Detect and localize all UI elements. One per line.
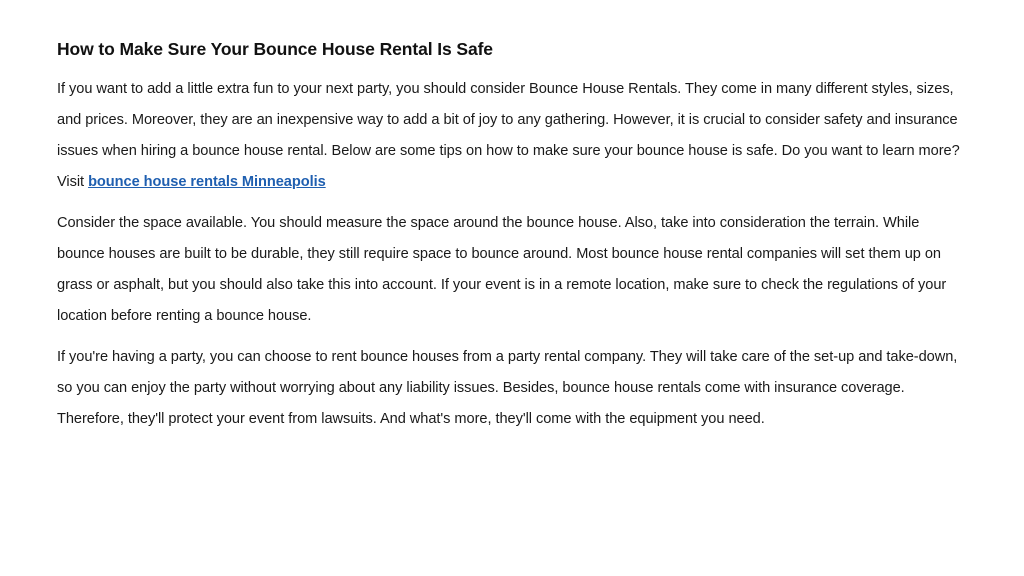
bounce-house-rentals-link[interactable]: bounce house rentals Minneapolis	[88, 174, 326, 190]
paragraph-intro-text: If you want to add a little extra fun to your next party, you should consider Bounce House Rentals. They come in many different styles, sizes, and prices. Moreover, they are an inexpensive way to add a bit of joy to any gathering. However, it is crucial to consider safety and insurance issues when hiring a bounce house rental. Below are some tips on how to make sure your bounce house is safe. Do you want to learn more? Visit	[57, 81, 960, 190]
paragraph-space: Consider the space available. You should measure the space around the bounce house. Also, take into consideration the terrain. While bounce houses are built to be durable, they still require space to bounce around. Most bounce house rental companies will set them up on grass or asphalt, but you should also take this into account. If your event is in a remote location, make sure to check the regulations of your location before renting a bounce house.	[57, 215, 947, 324]
paragraph-intro	[57, 74, 960, 198]
paragraph-rental-company: If you're having a party, you can choose to rent bounce houses from a party rental company. They will take care of the set-up and take-down, so you can enjoy the party without worrying about any liability issues. Besides, bounce house rentals come with insurance coverage. Therefore, they'll protect your event from lawsuits. And what's more, they'll come with the equipment you need.	[57, 349, 958, 427]
document-title: How to Make Sure Your Bounce House Rental Is Safe	[57, 39, 493, 59]
